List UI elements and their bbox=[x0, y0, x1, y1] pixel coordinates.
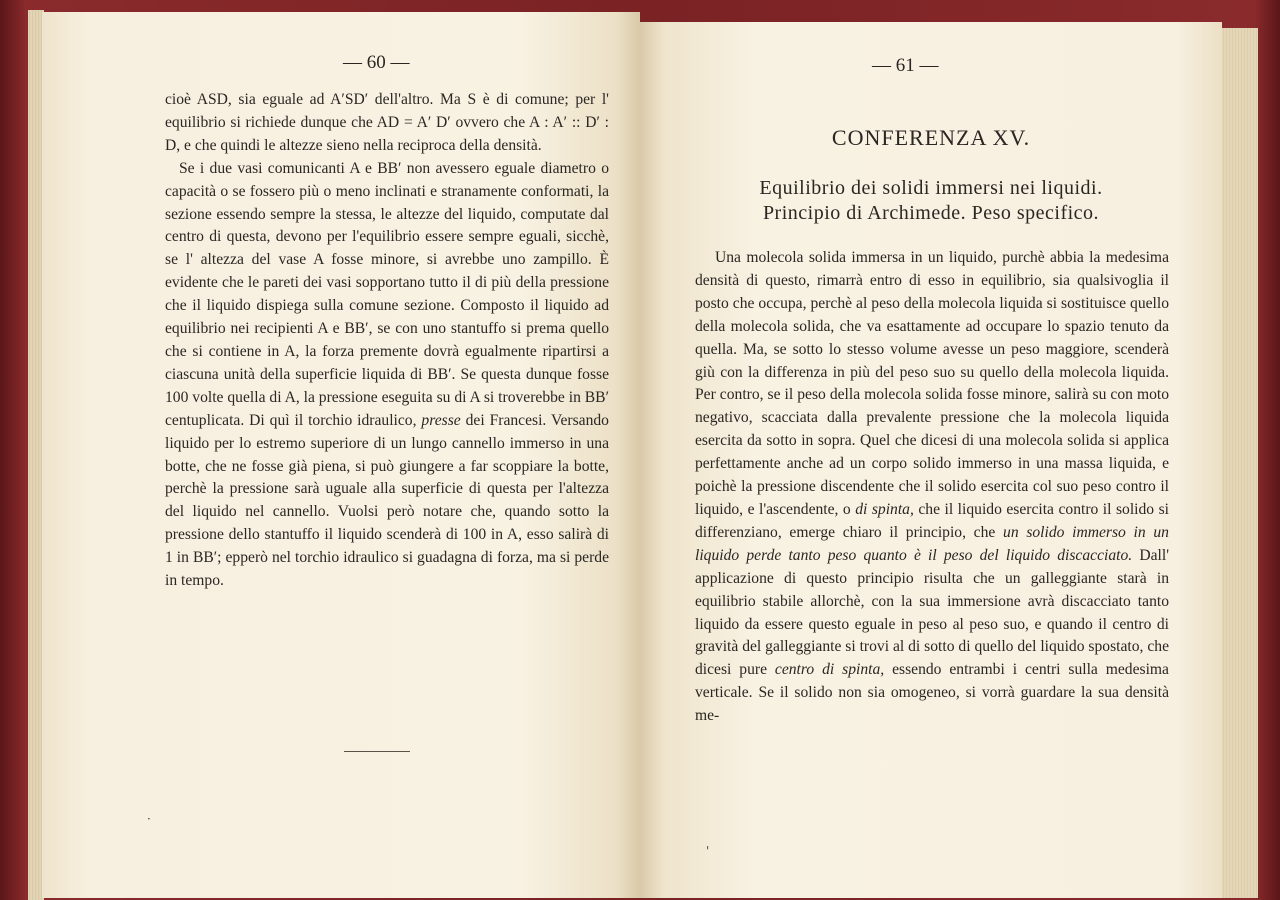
left-paragraph-1: cioè ASD, sia eguale ad A′SD′ dell'altro. Ma S è di comune; per l' equilibrio si richiede dunque che AD = A′ D′ ovvero che A : A′ :: D′ : D, e che quindi le altezze sieno nella reciproca della densità. bbox=[165, 91, 609, 154]
chapter-title: CONFERENZA XV. bbox=[831, 125, 1031, 150]
italic-principle: un solido immerso in un liquido perde tanto peso quanto è il peso del liquido discacciato. bbox=[695, 523, 1169, 564]
italic-term-centro: centro di spinta, bbox=[774, 661, 885, 679]
print-speck: · bbox=[147, 812, 151, 826]
print-speck: ' bbox=[706, 844, 710, 858]
left-paragraph-2: Se i due vasi comunicanti A e BB′ non avessero eguale diametro o capacità o se fossero più o meno inclinati e stranamente conformati, la sezione essendo sempre la stessa, le altezze del liquido, computate dal centro di questa, devono per l'equilibrio essere sempre eguali, sicchè, se l' altezza del vase A fosse minore, si avrebbe uno zampillo. È evidente che le pareti dei vasi sopportano tutto il di più della pressione che il liquido dispiega sulla comune sezione. Composto il liquido ad equilibrio nei recipienti A e BB′, se con uno stantuffo si prema quello che si contiene in A, la forza premente dovrà egualmente ripartirsi a ciascuna unità della superficie liquida di BB′. Se questa dunque fosse 100 volte quella di A, la pressione eseguita su di A si troverebbe in BB′ centuplicata. Di quì il torchio idraulico, presse dei Francesi. Versando liquido per lo estremo superiore di un lungo cannello immerso in una botte, che ne fosse già piena, si può giungere a far scoppiare la botte, perchè la pressione sarà uguale alla superficie di questa per l'altezza del liquido nel cannello. Vuolsi però notare che, quando sotto la pressione dello stantuffo il liquido scenderà di 100 in A, esso salirà di 1 in BB′; epperò nel torchio idraulico si guadagna di forza, ma si perde in tempo. bbox=[165, 159, 609, 590]
left-page-number: — 60 — bbox=[343, 52, 410, 73]
italic-term-spinta: di spinta, bbox=[855, 500, 914, 518]
italic-term-presse: presse bbox=[421, 411, 461, 429]
chapter-subtitle-line-1: Equilibrio dei solidi immersi nei liquidi. bbox=[759, 177, 1103, 199]
right-page-edges bbox=[1222, 28, 1258, 898]
right-page-body bbox=[695, 247, 1169, 728]
left-page bbox=[42, 12, 640, 898]
right-page-number: — 61 — bbox=[872, 55, 939, 76]
right-page bbox=[640, 22, 1222, 898]
chapter-subtitle-line-2: Principio di Archimede. Peso specifico. bbox=[762, 202, 1100, 224]
left-page-body bbox=[165, 89, 609, 593]
end-rule bbox=[344, 751, 410, 752]
right-paragraph: Una molecola solida immersa in un liquido, purchè abbia la medesima densità di questo, rimarrà entro di esso in equilibrio, sia qualsivoglia il posto che occupa, perchè al peso della molecola liquida si sostituisce quello della molecola solida, che va esattamente ad occupare lo spazio tenuto da quella. Ma, se sotto lo stesso volume avesse un peso maggiore, scenderà giù con la differenza in più del peso suo su quello della molecola liquida. Per contro, se il peso della molecola solida fosse minore, salirà su con moto negativo, scacciata dalla prevalente pressione che la molecola liquida esercita da sotto in sopra. Quel che dicesi di una molecola solida si applica perfettamente anche ad un corpo solido immerso in una massa liquida, e poichè la pressione discendente che il solido esercita col suo peso contro il liquido, e l'ascendente, o di spinta, che il liquido esercita contro il solido si differenziano, emerge chiaro il principio, che un solido immerso in un liquido perde tanto peso quanto è il peso del liquido discacciato. Dall' applicazione di questo principio risulta che un galleggiante starà in equilibrio stabile allorchè, con la sua immersione avrà discacciato tanto liquido da essere questo eguale in peso al peso suo, e quando il centro di gravità del galleggiante si trovi al di sotto di quello del liquido spostato, che dicesi pure centro di spinta, essendo entrambi i centri sulla medesima verticale. Se il solido non sia omogeneo, si vorrà guardare la sua densità me- bbox=[695, 249, 1170, 725]
